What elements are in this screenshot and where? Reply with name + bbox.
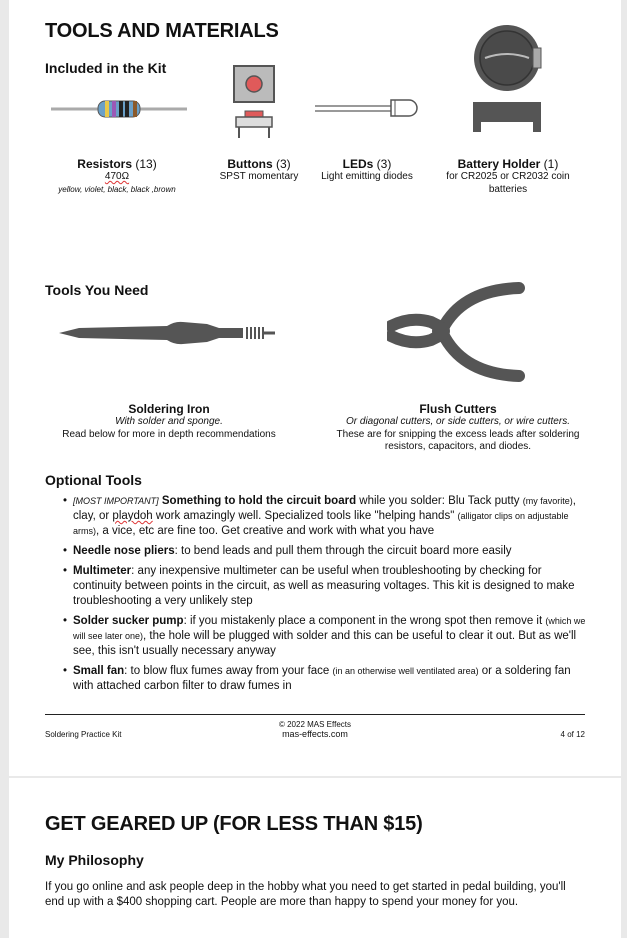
list-item-title: Solder sucker pump (73, 615, 184, 627)
list-item-aside: (alligator clips on adjustable arms) (73, 511, 569, 536)
leds-desc: Light emitting diodes (321, 171, 413, 182)
tools-heading: Tools You Need (45, 282, 149, 298)
flush-cutters-note-2: resistors, capacitors, and diodes. (384, 441, 532, 452)
flush-cutters-caption (332, 402, 584, 454)
list-item-title: Small fan (73, 665, 125, 677)
resistor-icon (49, 96, 189, 122)
list-item-text: or a soldering fan with attached carbon filter to draw fumes in (73, 665, 571, 692)
optional-tools-list (45, 494, 591, 699)
buttons-caption (199, 157, 319, 184)
resistors-qty: (13) (135, 157, 157, 171)
list-item-title: Needle nose pliers (73, 545, 175, 557)
list-item-text: work amazingly well. Specialized tools like "helping hands" (152, 510, 458, 522)
flush-cutters-note: These are for snipping the excess leads after soldering (336, 428, 580, 440)
most-important-tag: [MOST IMPORTANT] (73, 496, 159, 506)
soldering-iron-icon (57, 316, 279, 350)
footer-rule (45, 714, 585, 715)
list-item-text: , a vice, etc are fine too. Get creative and work with what you have (96, 525, 435, 537)
list-item-aside: (my favorite) (522, 496, 573, 506)
list-item-title: Multimeter (73, 565, 132, 577)
leds-qty: (3) (376, 157, 392, 171)
list-item (45, 664, 591, 694)
list-item-text: : any inexpensive multimeter can be useful when troubleshooting by checking for continuity between points in the circuit, as well as measuring voltages. This kit is designed to make troubleshooting a very unlikely step (73, 565, 575, 607)
list-item-title: Something to hold the circuit board (161, 495, 357, 507)
battery-holder-qty: (1) (543, 157, 559, 171)
misspelled-word: playdoh (112, 510, 153, 522)
led-icon (313, 96, 419, 120)
list-item (45, 564, 591, 609)
buttons-desc: SPST momentary (219, 171, 299, 182)
footer-copyright: © 2022 MAS Effects (278, 720, 351, 729)
soldering-iron-note: Read below for more in depth recommendations (62, 428, 276, 440)
list-item-text: : to bend leads and pull them through the circuit board more easily (174, 545, 512, 557)
list-item-text: : if you mistakenly place a component in the wrong spot then remove it (183, 615, 546, 627)
soldering-iron-caption (49, 402, 289, 441)
document-page-5 (9, 778, 621, 938)
paragraph-line: end up with a $400 shopping cart. People are more than happy to spend your money for you. (45, 896, 519, 908)
paragraph-line: If you go online and ask people deep in the hobby what you need to get started in pedal building, you'll (45, 881, 566, 893)
list-item-aside: (which we will see later one) (73, 616, 586, 641)
list-item-text: , clay, or (73, 495, 576, 522)
soldering-iron-sub: With solder and sponge. (115, 416, 223, 427)
battery-holder-desc: for CR2025 or CR2032 coin (446, 171, 570, 182)
button-icon (231, 64, 279, 140)
list-item-aside: (in an otherwise well ventilated area) (332, 666, 479, 676)
list-item-text: : to blow flux fumes away from your face (124, 665, 333, 677)
leds-name: LEDs (342, 157, 374, 171)
battery-holder-name: Battery Holder (457, 157, 541, 171)
document-page-4 (9, 0, 621, 776)
battery-holder-desc-2: batteries (488, 183, 528, 195)
resistors-caption (42, 157, 192, 196)
leds-caption (307, 157, 427, 184)
list-item (45, 494, 591, 539)
buttons-name: Buttons (227, 157, 273, 171)
footer-site: mas-effects.com (282, 729, 348, 739)
battery-holder-icon (469, 22, 549, 140)
philosophy-heading: My Philosophy (45, 852, 144, 868)
list-item-text: while you solder: Blu Tack putty (356, 495, 523, 507)
list-item (45, 544, 591, 559)
battery-holder-caption (433, 157, 583, 196)
soldering-iron-name: Soldering Iron (128, 402, 210, 416)
resistors-name: Resistors (77, 157, 132, 171)
kit-heading: Included in the Kit (45, 60, 167, 76)
footer-left: Soldering Practice Kit (45, 730, 122, 739)
resistors-color-code: yellow, violet, black, black ,brown (58, 184, 176, 194)
buttons-qty: (3) (276, 157, 291, 171)
flush-cutters-icon (387, 282, 529, 382)
page-title: TOOLS AND MATERIALS (45, 20, 279, 42)
footer-page-number: 4 of 12 (560, 730, 585, 739)
resistors-value: 470Ω (104, 171, 130, 182)
list-item-text: , the hole will be plugged with solder and this can be useful to clear it out. But as we'll see, this isn't usually necessary anyway (73, 630, 577, 657)
optional-heading: Optional Tools (45, 472, 142, 488)
flush-cutters-name: Flush Cutters (419, 402, 497, 416)
page-title: GET GEARED UP (FOR LESS THAN $15) (45, 813, 423, 835)
flush-cutters-sub: Or diagonal cutters, or side cutters, or wire cutters. (346, 416, 570, 427)
list-item (45, 614, 591, 659)
